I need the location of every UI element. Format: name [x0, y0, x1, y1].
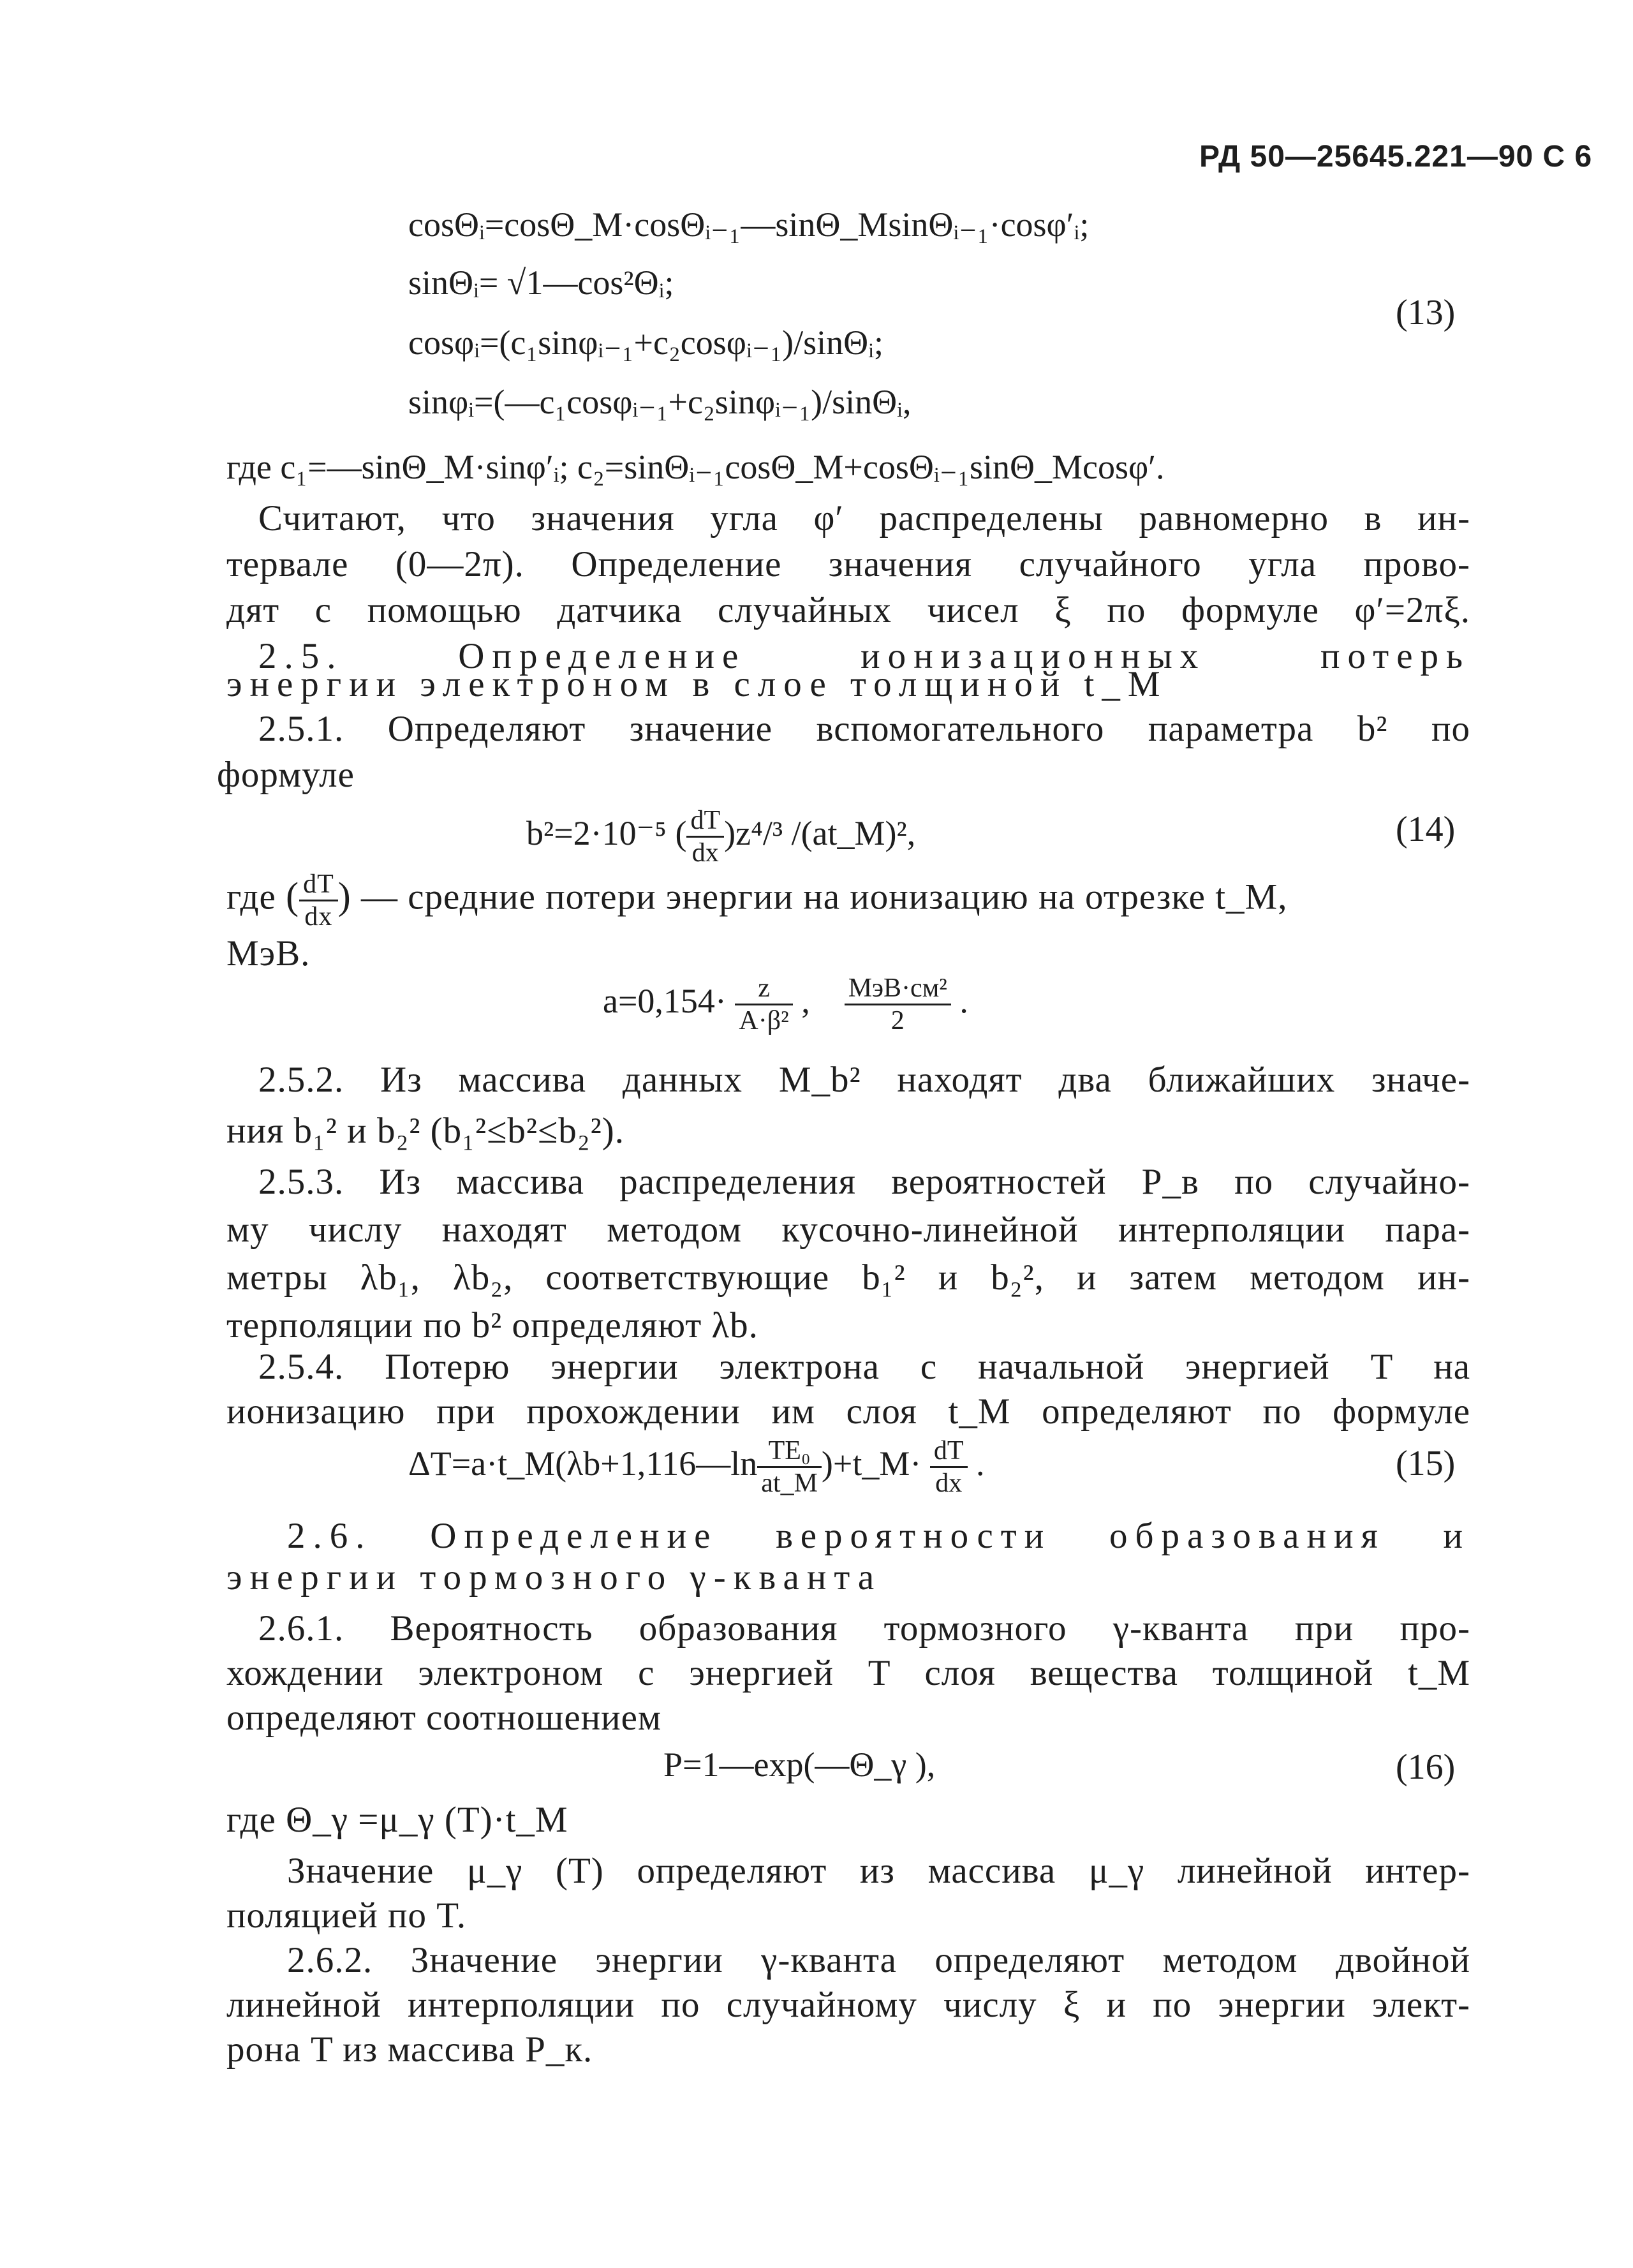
s253-line3: метры λb₁, λb₂, соответствующие b₁² и b₂², и затем методом ин- [226, 1257, 1470, 1298]
section-2-6-heading-line2: энергии тормозного γ-кванта [226, 1557, 882, 1597]
eq13-line4: sinφᵢ=(—c₁cosφᵢ₋₁+c₂sinφᵢ₋₁)/sinΘᵢ, [408, 383, 912, 421]
eqa-fraction1 [735, 973, 792, 1036]
eq15-mid: )+t_M· [821, 1444, 922, 1483]
eq15-num1: TE₀ [757, 1435, 822, 1468]
s254-line2: ионизацию при прохождении им слоя t_M определяют по формуле [226, 1391, 1470, 1432]
eq15-den2: dx [935, 1469, 963, 1498]
para1-line1: Считают, что значения угла φ′ распределены равномерно в ин- [258, 498, 1470, 538]
equation-number-14: (14) [1396, 810, 1456, 849]
where14-pre: где [226, 877, 276, 917]
eqa-den1: A·β² [739, 1006, 789, 1035]
para1-line3: дят с помощью датчика случайных чисел ξ по формуле φ′=2πξ. [226, 590, 1470, 630]
equation-number-16: (16) [1396, 1747, 1456, 1787]
s251-line1: 2.5.1. Определяют значение вспомогательного параметра b² по [258, 709, 1470, 749]
s253-line1: 2.5.3. Из массива распределения вероятностей P_в по случайно- [258, 1162, 1470, 1202]
eq13-line2: sinΘᵢ= √1—cos²Θᵢ; [408, 263, 674, 302]
equation-number-13: (13) [1396, 293, 1456, 332]
eq14-lhs: b²=2·10⁻⁵ ( [526, 813, 687, 852]
eq14-numerator: dT [686, 805, 724, 838]
eq13-where-line: где c₁=—sinΘ_M·sinφ′ᵢ; c₂=sinΘᵢ₋₁cosΘ_M+cosΘᵢ₋₁sinΘ_Mcosφ′. [226, 448, 1165, 486]
eqa-fraction2 [845, 973, 951, 1036]
s253-line4: терполяции по b² определяют λb. [226, 1305, 758, 1345]
s262-line2: линейной интерполяции по случайному числу ξ и по энергии элект- [226, 1985, 1470, 2025]
s252-line2: ния b₁² и b₂² (b₁²≤b²≤b₂²). [226, 1111, 624, 1151]
eq15-num2: dT [930, 1435, 968, 1468]
para1-line2: тервале (0—2π). Определение значения случайного угла прово- [226, 544, 1470, 584]
where14-denominator: dx [304, 902, 333, 931]
where14-line: где ( $\frac{dT}{dx}$ ) — средние потери энергии на ионизацию на отрезке t_M, [226, 870, 1288, 931]
s252-line1: 2.5.2. Из массива данных M_b² находят два ближайших значе- [258, 1060, 1470, 1100]
eq15-lhs: ΔT=a·t_M(λb+1,116—ln [408, 1444, 758, 1483]
eq14-denominator: dx [691, 838, 719, 868]
s262-line1: 2.6.2. Значение энергии γ-кванта определяют методом двойной [287, 1940, 1470, 1980]
eq13-line3: cosφᵢ=(c₁sinφᵢ₋₁+c₂cosφᵢ₋₁)/sinΘᵢ; [408, 323, 883, 362]
equation-a [603, 973, 968, 1036]
eqa-sep: , [801, 981, 810, 1020]
para2-line2: поляцией по T. [226, 1895, 467, 1936]
equation-15 [408, 1435, 985, 1499]
equation-number-15: (15) [1396, 1444, 1456, 1483]
eqa-end: . [959, 981, 968, 1020]
eq14-fraction [686, 805, 724, 868]
eq14-rhs: )z⁴/³ /(at_M)², [724, 813, 916, 852]
where14-unit: МэВ. [226, 933, 311, 974]
s262-line3: рона T из массива P_к. [226, 2029, 593, 2070]
document-code-header: РД 50—25645.221—90 С 6 [1199, 140, 1593, 174]
eq13-line1: cosΘᵢ=cosΘ_M·cosΘᵢ₋₁—sinΘ_MsinΘᵢ₋₁·cosφ′ᵢ; [408, 205, 1090, 244]
equation-14 [526, 805, 915, 868]
where14-numerator: dT [299, 869, 338, 901]
s254-line1: 2.5.4. Потерю энергии электрона с начальной энергией T на [258, 1347, 1470, 1387]
s261-line1: 2.6.1. Вероятность образования тормозного γ-кванта при про- [258, 1608, 1470, 1649]
eq15-den1: at_M [761, 1469, 818, 1498]
eqa-num1: z [735, 973, 792, 1005]
s261-line3: определяют соотношением [226, 1698, 662, 1738]
eqa-lhs: a=0,154· [603, 981, 727, 1020]
section-2-5-heading-line2: энергии электроном в слое толщиной t_M [226, 664, 1168, 704]
where14-text: — средние потери энергии на ионизацию на отрезке t_M, [360, 877, 1288, 917]
s261-line2: хождении электроном с энергией T слоя вещества толщиной t_M [226, 1653, 1470, 1693]
equation-16: P=1—exp(—Θ_γ ), [663, 1745, 936, 1784]
section-2-5-heading-line1: 2.5. Определение ионизационных потерь [258, 636, 1470, 676]
eq15-fraction1 [757, 1435, 822, 1499]
s253-line2: му числу находят методом кусочно-линейной интерполяции пара- [226, 1210, 1470, 1250]
where16-line: где Θ_γ =μ_γ (T)·t_M [226, 1800, 568, 1840]
eq15-fraction2 [930, 1435, 968, 1499]
eqa-den2: 2 [890, 1006, 905, 1035]
eqa-num2: МэВ·см² [845, 973, 951, 1005]
s251-line2: формуле [217, 755, 355, 795]
where14-fraction [299, 869, 338, 932]
section-2-6-heading-line1: 2.6. Определение вероятности образования и [287, 1516, 1470, 1556]
eq15-end: . [976, 1444, 985, 1483]
para2-line1: Значение μ_γ (T) определяют из массива μ_γ линейной интер- [287, 1851, 1470, 1891]
